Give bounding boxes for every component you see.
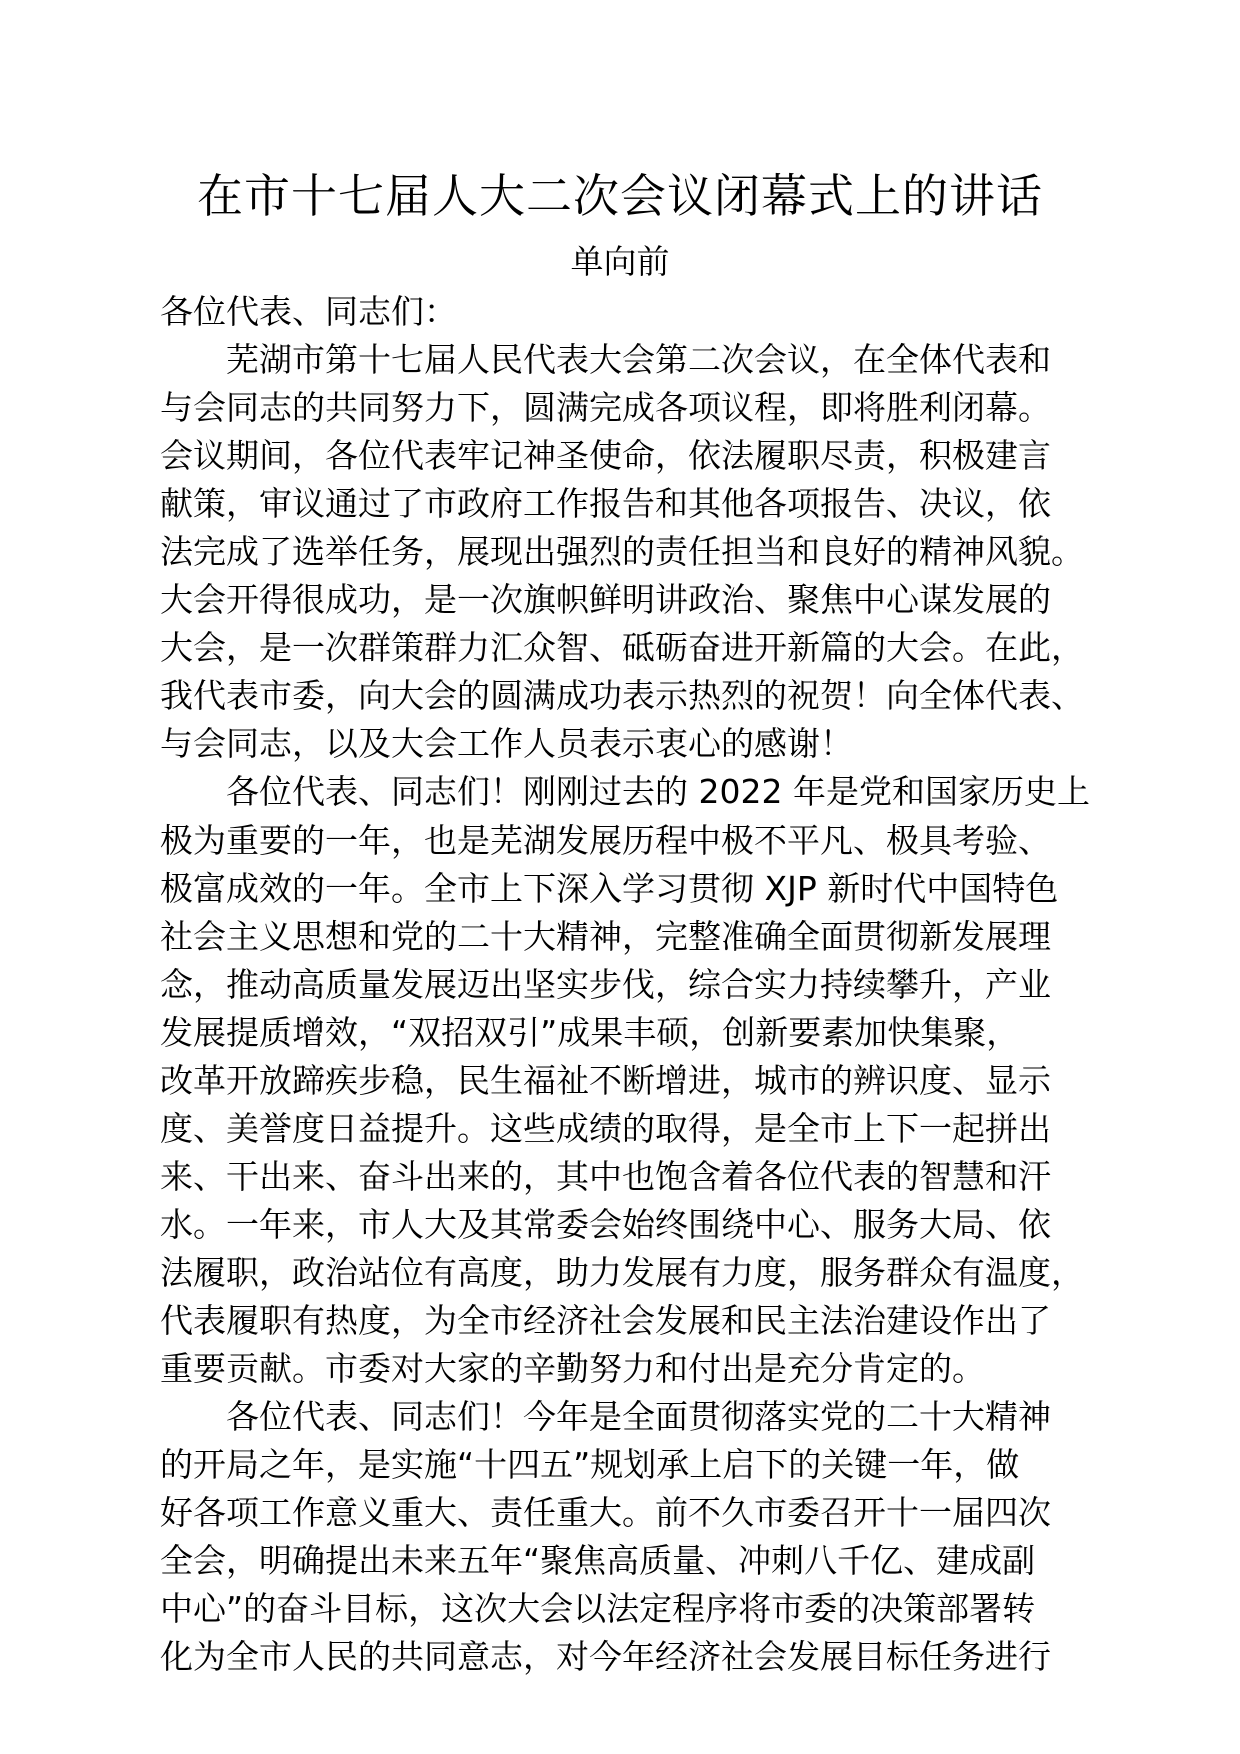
text-line: 献策，审议通过了市政府工作报告和其他各项报告、决议，依 [160,484,1051,524]
text-line: 大会开得很成功，是一次旗帜鲜明讲政治、聚焦中心谋发展的 [160,580,1051,620]
text-line: 与会同志，以及大会工作人员表示衷心的感谢！ [160,724,853,764]
text-line: 中心”的奋斗目标，这次大会以法定程序将市委的决策部署转 [160,1589,1036,1629]
text-line: 各位代表、同志们！刚刚过去的 2022 年是党和国家历史上 [226,772,1090,812]
text-line: 社会主义思想和党的二十大精神，完整准确全面贯彻新发展理 [160,916,1051,956]
text-line: 度、美誉度日益提升。这些成绩的取得，是全市上下一起拼出 [160,1108,1051,1148]
text-line: 改革开放蹄疾步稳，民生福祉不断增进，城市的辨识度、显示 [160,1060,1051,1100]
text-line: 来、干出来、奋斗出来的，其中也饱含着各位代表的智慧和汗 [160,1156,1051,1196]
text-line: 会议期间，各位代表牢记神圣使命，依法履职尽责，积极建言 [160,436,1051,476]
text-line: 与会同志的共同努力下，圆满完成各项议程，即将胜利闭幕。 [160,388,1051,428]
text-line: 各位代表、同志们！今年是全面贯彻落实党的二十大精神 [226,1397,1051,1437]
document-title: 在市十七届人大二次会议闭幕式上的讲话 [197,169,1043,223]
text-line: 重要贡献。市委对大家的辛勤努力和付出是充分肯定的。 [160,1349,985,1389]
text-line: 芜湖市第十七届人民代表大会第二次会议，在全体代表和 [226,340,1051,380]
text-line: 好各项工作意义重大、责任重大。前不久市委召开十一届四次 [160,1493,1051,1533]
text-line: 全会，明确提出未来五年“聚焦高质量、冲刺八千亿、建成副 [160,1541,1036,1581]
salutation: 各位代表、同志们： [160,292,457,331]
text-line: 大会，是一次群策群力汇众智、砥砺奋进开新篇的大会。在此， [160,628,1084,668]
text-line: 法完成了选举任务，展现出强烈的责任担当和良好的精神风貌。 [160,532,1084,572]
text-line: 发展提质增效，“双招双引”成果丰硕，创新要素加快集聚， [160,1012,1020,1052]
text-line: 水。一年来，市人大及其常委会始终围绕中心、服务大局、依 [160,1204,1051,1244]
text-line: 念，推动高质量发展迈出坚实步伐，综合实力持续攀升，产业 [160,964,1051,1004]
text-line: 法履职，政治站位有高度，助力发展有力度，服务群众有温度， [160,1252,1084,1292]
text-line: 极富成效的一年。全市上下深入学习贯彻 XJP 新时代中国特色 [160,868,1059,908]
text-line: 的开局之年，是实施“十四五”规划承上启下的关键一年，做 [160,1445,1020,1485]
text-line: 我代表市委，向大会的圆满成功表示热烈的祝贺！向全体代表、 [160,676,1084,716]
text-line: 代表履职有热度，为全市经济社会发展和民主法治建设作出了 [160,1300,1051,1340]
document-body [160,288,1120,1681]
text-line: 极为重要的一年，也是芜湖发展历程中极不平凡、极具考验、 [160,820,1051,860]
document-author: 单向前 [570,242,670,281]
text-line: 化为全市人民的共同意志，对今年经济社会发展目标任务进行 [160,1637,1051,1677]
